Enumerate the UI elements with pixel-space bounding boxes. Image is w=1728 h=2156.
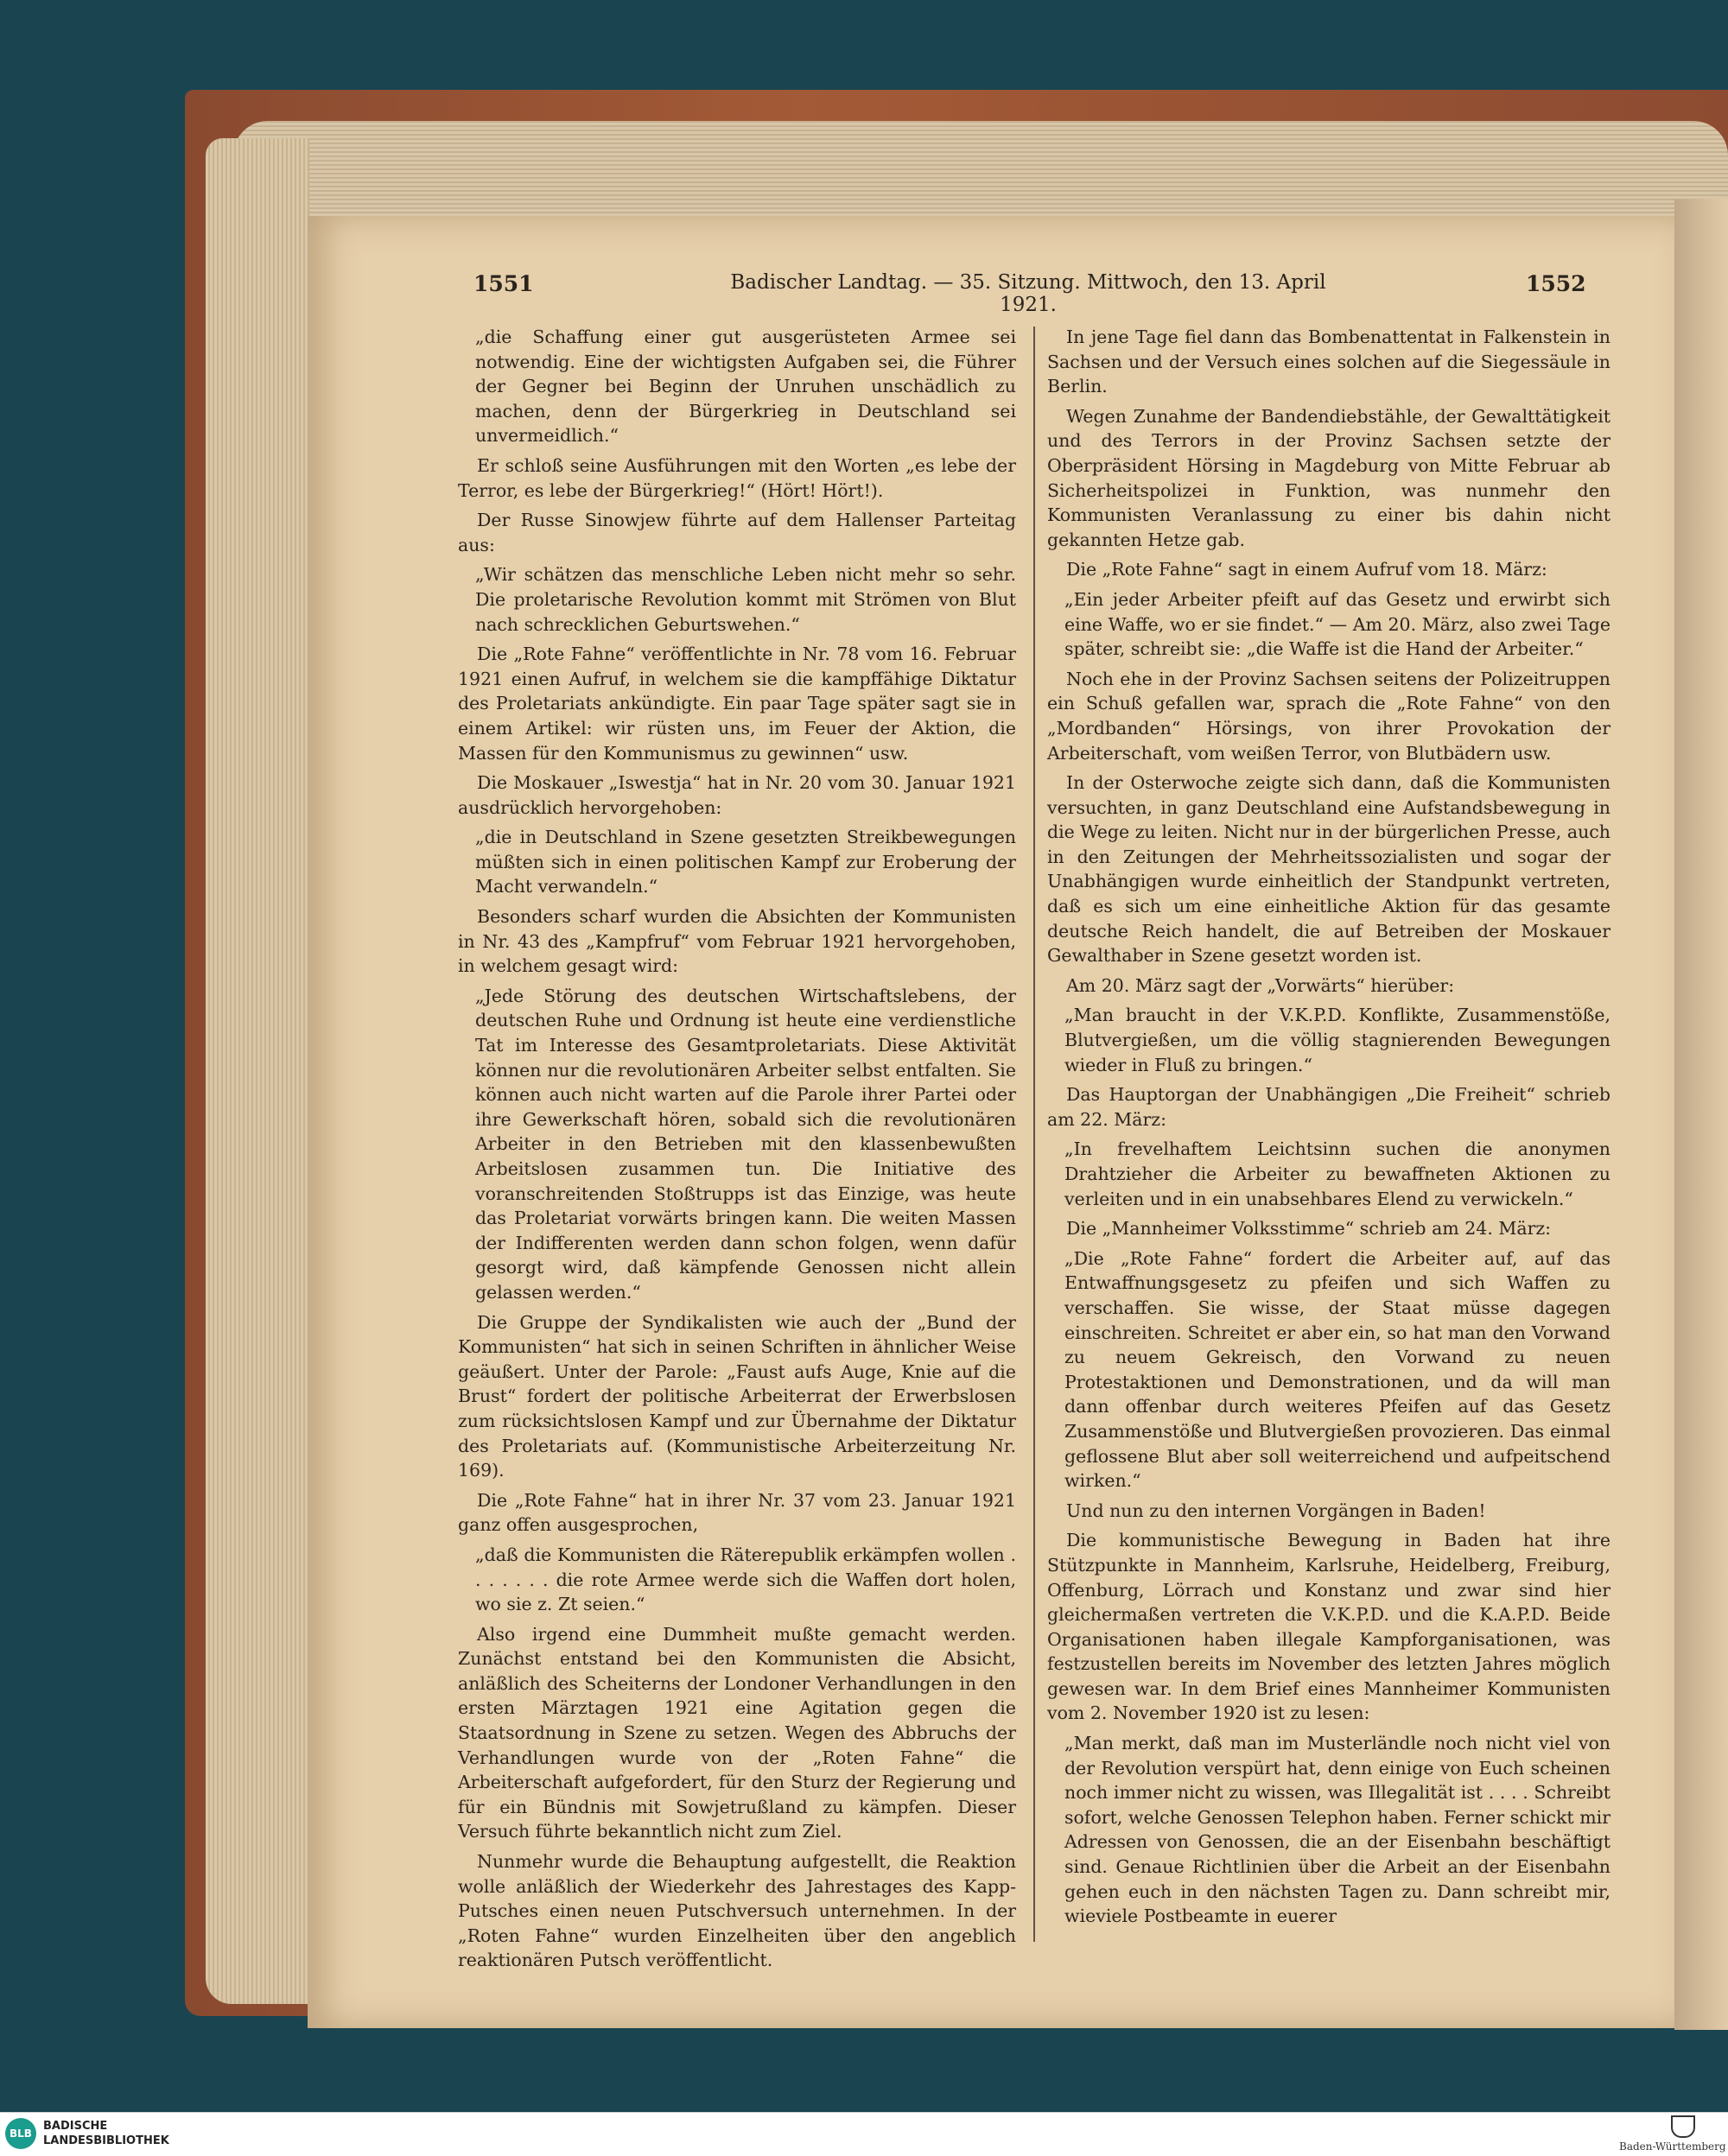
paragraph: Die „Rote Fahne“ sagt in einem Aufruf vom 18. März:	[1066, 559, 1547, 580]
institution-name[interactable]	[43, 2119, 169, 2148]
paragraph: Die „Rote Fahne“ veröffentlichte in Nr. 78 vom 16. Februar 1921 einen Aufruf, in welchem sie die kampffähige Diktatur des Proletariats ankündigte. Ein paar Tage später sagt sie in einem Artikel: wir rüsten uns, im Feuer der Aktion, die Massen für den Kommunismus zu gewinnen“ usw.	[458, 644, 1016, 764]
paragraph: Er schloß seine Ausführungen mit den Worten „es lebe der Terror, es lebe der Bürgerkrieg!“ (Hört! Hört!).	[458, 454, 1016, 501]
quoted-paragraph: „Man merkt, daß man im Musterländle noch nicht viel von der Revolution verspürt hat, denn einige von Euch scheinen noch immer nicht zu wissen, was Illegalität ist . . . . Schreibt sofort, welche Genossen Telephon haben. Ferner schickt mir Adressen von Genossen, die an der Eisenbahn beschäftigt sind. Genaue Richtlinien über die Arbeit an der Eisenbahn gehen euch in den nächsten Tagen zu. Dann schreibt mir, wieviele Postbeamte in euerer	[1064, 1733, 1610, 1927]
paragraph: Die „Mannheimer Volksstimme“ schrieb am 24. März:	[1066, 1218, 1552, 1240]
paragraph: Die „Rote Fahne“ hat in ihrer Nr. 37 vom 23. Januar 1921 ganz offen ausgesprochen,	[458, 1489, 1016, 1536]
paragraph: Die Gruppe der Syndikalisten wie auch der „Bund der Kommunisten“ hat sich in seinen Schriften in ähnlicher Weise geäußert. Unter der Parole: „Faust aufs Auge, Knie auf die Brust“ fordert der politische Arbeiterrat der Erwerbslosen zum rücksichtslosen Kampf und zur Übernahme der Diktatur des Proletariats auf. (Kommunistische Arbeiterzeitung Nr. 169).	[458, 1311, 1016, 1481]
quoted-paragraph: „In frevelhaftem Leichtsinn suchen die anonymen Drahtzieher die Arbeiter zu bewaffneten Aktionen zu verleiten und in ein unabsehbares Elend zu verwickeln.“	[1064, 1138, 1610, 1209]
quoted-paragraph: „Man braucht in der V.K.P.D. Konflikte, Zusammenstöße, Blutvergießen, um die völlig stagnierenden Bewegungen wieder in Fluß zu bringen.“	[1064, 1005, 1610, 1075]
paragraph: In jene Tage fiel dann das Bombenattentat in Falkenstein in Sachsen und der Versuch eines solchen auf die Siegessäule in Berlin.	[1047, 327, 1610, 397]
paragraph: Also irgend eine Dummheit mußte gemacht werden. Zunächst entstand bei den Kommunisten die Absicht, anläßlich des Scheiterns der Londoner Verhandlungen in den ersten Märztagen 1921 eine Agitation gegen die Staatsordnung in Szene zu setzen. Wegen des Abbruchs der Verhandlungen wurde von der „Roten Fahne“ die Arbeiterschaft aufgefordert, für den Sturz der Regierung und für ein Bündnis mit Sowjetrußland zu kämpfen. Dieser Versuch führte bekanntlich nicht zum Ziel.	[458, 1623, 1016, 1842]
paragraph: Der Russe Sinowjew führte auf dem Hallenser Parteitag aus:	[458, 510, 1016, 555]
column-divider	[1033, 327, 1035, 1942]
quoted-paragraph: „Ein jeder Arbeiter pfeift auf das Gesetz und erwirbt sich eine Waffe, wo er sie findet.“ — Am 20. März, also zwei Tage später, schreibt sie: „die Waffe ist die Hand der Arbeiter.“	[1064, 588, 1610, 660]
paragraph: Das Hauptorgan der Unabhängigen „Die Freiheit“ schrieb am 22. März:	[1047, 1084, 1610, 1130]
running-header: Badischer Landtag. — 35. Sitzung. Mittwoch, den 13. April 1921.	[730, 271, 1326, 316]
crest-icon	[1671, 2115, 1695, 2138]
paragraph: In der Osterwoche zeigte sich dann, daß die Kommunisten versuchten, in ganz Deutschland eine Aufstandsbewegung in die Wege zu leiten. Nicht nur in der bürgerlichen Presse, auch in den Zeitungen der Mehrheitssozialisten und sogar der Unabhängigen wurde einheitlich der Standpunkt vertreten, daß es sich um eine einheitliche Aktion für das gesamte deutsche Reich handelt, die auf Betreiben der Moskauer Gewalthaber in Szene gesetzt worden ist.	[1047, 772, 1610, 967]
page-number-left: 1551	[473, 271, 534, 296]
paragraph: Am 20. März sagt der „Vorwärts“ hierüber:	[1066, 974, 1455, 996]
book-page-edges-top	[233, 121, 1728, 216]
institution-line-2: LANDESBIBLIOTHEK	[43, 2134, 169, 2147]
facing-page-edge	[1674, 199, 1728, 2030]
paragraph: Nunmehr wurde die Behauptung aufgestellt, die Reaktion wolle anläßlich der Wiederkehr des Jahrestages des Kapp-Putsches einen neuen Putschversuch unternehmen. In der „Roten Fahne“ wurden Einzelheiten über den angeblich reaktionären Putsch veröffentlicht.	[458, 1851, 1016, 1971]
paragraph: Wegen Zunahme der Bandendiebstähle, der Gewalttätigkeit und des Terrors in der Provinz Sachsen setzte der Oberpräsident Hörsing in Magdeburg von Mitte Februar ab Sicherheitspolizei in Funktion, was nunmehr den Kommunisten Veranlassung zu einer bis dahin nicht gekannten Hetze gab.	[1047, 405, 1610, 550]
paragraph: Die kommunistische Bewegung in Baden hat ihre Stützpunkte in Mannheim, Karlsruhe, Heidelberg, Freiburg, Offenburg, Lörrach und Konstanz und zwar sind hier gleichermaßen vertreten die V.K.P.D. und die K.A.P.D. Beide Organisationen haben illegale Kampforganisationen, was festzustellen bereits im November des letzten Jahres möglich gewesen war. In dem Brief eines Mannheimer Kommunisten vom 2. November 1920 ist zu lesen:	[1047, 1530, 1610, 1724]
paragraph: Noch ehe in der Provinz Sachsen seitens der Polizeitruppen ein Schuß gefallen war, sprach die „Rote Fahne“ von den „Mordbanden“ Hörsings, von ihrer Provokation der Arbeiterschaft, vom weißen Terror, von Blutbädern usw.	[1047, 668, 1610, 764]
quoted-paragraph: „daß die Kommunisten die Räterepublik erkämpfen wollen . . . . . . . die rote Armee werde sich die Waffen dort holen, wo sie z. Zt seien.“	[475, 1544, 1016, 1615]
state-label: Baden-Württemberg	[1619, 2140, 1726, 2153]
quoted-paragraph: „Wir schätzen das menschliche Leben nicht mehr so sehr. Die proletarische Revolution kommt mit Strömen von Blut nach schrecklichen Geburtswehen.“	[475, 564, 1016, 635]
text-column-left	[458, 325, 1016, 1978]
quoted-paragraph: „Die „Rote Fahne“ fordert die Arbeiter auf, auf das Entwaffnungsgesetz zu pfeifen und sich Waffen zu verschaffen. Sie wisse, der Staat müsse dagegen einschreiten. Schreitet er aber ein, so hat man den Vorwand zu neuem Gekreisch, den Vorwand zu neuen Protestaktionen und Demonstrationen, und da will man dann offenbar durch weiteres Pfeifen auf das Gesetz Zusammenstöße und Blutvergießen provozieren. Das einmal geflossene Blut aber soll weiterreichend und aufpeitschend wirken.“	[1064, 1247, 1610, 1492]
page-number-right: 1552	[1526, 271, 1586, 296]
blb-logo[interactable]: BLB	[5, 2118, 36, 2149]
paragraph: Und nun zu den internen Vorgängen in Baden!	[1066, 1500, 1486, 1521]
book-page-edges-left	[206, 138, 309, 2004]
quoted-paragraph: „die Schaffung einer gut ausgerüsteten Armee sei notwendig. Eine der wichtigsten Aufgaben sei, die Führer der Gegner bei Beginn der Unruhen unschädlich zu machen, denn der Bürgerkrieg in Deutschland sei unvermeidlich.“	[475, 327, 1016, 447]
paragraph: Die Moskauer „Iswestja“ hat in Nr. 20 vom 30. Januar 1921 ausdrücklich hervorgehoben:	[458, 772, 1016, 818]
institution-line-1: BADISCHE	[43, 2120, 108, 2133]
quoted-paragraph: „Jede Störung des deutschen Wirtschaftslebens, der deutschen Ruhe und Ordnung ist heute eine verdienstliche Tat im Interesse des Gesamtproletariats. Diese Aktivität können nur die revolutionären Arbeiter selbst entfalten. Sie können auch nicht warten auf die Parole ihrer Partei oder ihre Gewerkschaft hören, sobald sich die revolutionären Arbeiter in den Betrieben mit den klassenbewußten Arbeitslosen zusammen tun. Die Initiative des voranschreitenden Stoßtrupps ist das Einzige, was heute das Proletariat vorwärts bringen kann. Die weiten Massen der Indifferenten werden dann schon folgen, wenn dafür gesorgt wird, daß kämpfende Genossen nicht allein gelassen werden.“	[475, 985, 1016, 1303]
viewer-footer	[0, 2112, 1728, 2156]
paragraph: Besonders scharf wurden die Absichten der Kommunisten in Nr. 43 des „Kampfruf“ vom Februar 1921 hervorgehoben, in welchem gesagt wird:	[458, 906, 1016, 977]
quoted-paragraph: „die in Deutschland in Szene gesetzten Streikbewegungen müßten sich in einen politischen Kampf zur Eroberung der Macht verwandeln.“	[475, 827, 1016, 897]
text-column-right	[1047, 325, 1610, 1934]
